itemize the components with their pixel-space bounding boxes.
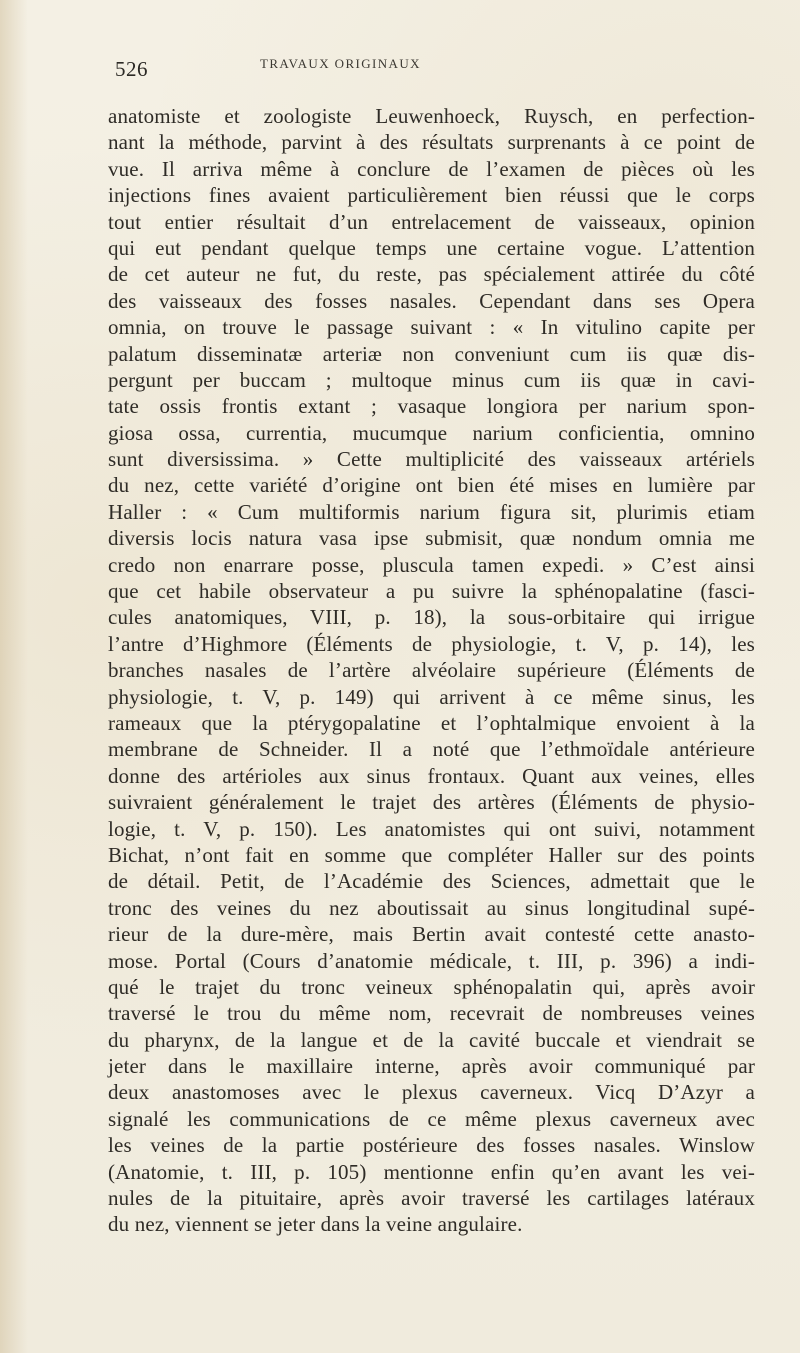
text-line: rieur de la dure-mère, mais Bertin avait contesté cette anasto- [108, 922, 755, 947]
text-line: omnia, on trouve le passage suivant : « In vitulino capite per [108, 315, 755, 340]
text-line: vue. Il arriva même à conclure de l’examen de pièces où les [108, 156, 755, 181]
text-line: membrane de Schneider. Il a noté que l’ethmoïdale antérieure [108, 737, 755, 762]
page-header [115, 55, 715, 83]
text-line: Haller : « Cum multiformis narium figura sit, plurimis etiam [108, 499, 755, 524]
text-line: giosa ossa, currentia, mucumque narium conficientia, omnino [108, 420, 755, 445]
text-line: du pharynx, de la langue et de la cavité buccale et viendrait se [108, 1027, 755, 1052]
text-line: sunt diversissima. » Cette multiplicité des vaisseaux artériels [108, 447, 755, 472]
text-line: rameaux que la ptérygopalatine et l’ophtalmique envoient à la [108, 710, 755, 735]
text-line: jeter dans le maxillaire interne, après avoir communiqué par [108, 1054, 755, 1079]
text-line: credo non enarrare posse, pluscula tamen expedi. » C’est ainsi [108, 552, 755, 577]
text-line: tate ossis frontis extant ; vasaque longiora per narium spon- [108, 394, 755, 419]
text-line: anatomiste et zoologiste Leuwenhoeck, Ruysch, en perfection- [108, 104, 755, 128]
text-line: traversé le trou du même nom, recevrait de nombreuses veines [108, 1001, 755, 1026]
text-line: du nez, viennent se jeter dans la veine angulaire. [108, 1212, 523, 1237]
text-line: nules de la pituitaire, après avoir traversé les cartilages latéraux [108, 1186, 755, 1211]
text-line: (Anatomie, t. III, p. 105) mentionne enfin qu’en avant les vei- [108, 1159, 755, 1184]
text-line: de détail. Petit, de l’Académie des Sciences, admettait que le [108, 869, 755, 894]
text-line: des vaisseaux des fosses nasales. Cependant dans ses Opera [108, 288, 755, 313]
text-line: tronc des veines du nez aboutissait au sinus longitudinal supé- [108, 895, 755, 920]
text-line: mose. Portal (Cours d’anatomie médicale, t. III, p. 396) a indi- [108, 948, 755, 973]
text-line: logie, t. V, p. 150). Les anatomistes qui ont suivi, notamment [108, 816, 755, 841]
text-line: signalé les communications de ce même plexus caverneux avec [108, 1106, 755, 1131]
text-line: palatum disseminatæ arteriæ non conveniunt cum iis quæ dis- [108, 341, 755, 366]
text-line: du nez, cette variété d’origine ont bien été mises en lumière par [108, 473, 755, 498]
running-head: TRAVAUX ORIGINAUX [260, 56, 421, 71]
text-line: diversis locis natura vasa ipse submisit, quæ nondum omnia me [108, 526, 755, 551]
text-line: deux anastomoses avec le plexus caverneux. Vicq D’Azyr a [108, 1080, 755, 1105]
text-line: nant la méthode, parvint à des résultats surprenants à ce point de [108, 130, 755, 155]
text-line: qué le trajet du tronc veineux sphénopalatin qui, après avoir [108, 974, 755, 999]
text-line: suivraient généralement le trajet des artères (Éléments de physio- [108, 790, 755, 815]
text-line: injections fines avaient particulièrement bien réussi que le corps [108, 183, 755, 208]
text-line: que cet habile observateur a pu suivre la sphénopalatine (fasci- [108, 579, 755, 604]
text-line: tout entier résultait d’un entrelacement de vaisseaux, opinion [108, 209, 755, 234]
body-text [108, 103, 755, 1238]
text-line: cules anatomiques, VIII, p. 18), la sous-orbitaire qui irrigue [108, 605, 755, 630]
text-line: branches nasales de l’artère alvéolaire supérieure (Éléments de [108, 658, 755, 683]
text-line: donne des artérioles aux sinus frontaux. Quant aux veines, elles [108, 763, 755, 788]
text-line: Bichat, n’ont fait en somme que compléter Haller sur des points [108, 842, 755, 867]
text-line: l’antre d’Highmore (Éléments de physiologie, t. V, p. 14), les [108, 631, 755, 656]
text-line: physiologie, t. V, p. 149) qui arrivent à ce même sinus, les [108, 684, 755, 709]
text-line: pergunt per buccam ; multoque minus cum iis quæ in cavi- [108, 367, 755, 392]
text-line: les veines de la partie postérieure des fosses nasales. Winslow [108, 1133, 755, 1158]
text-line: de cet auteur ne fut, du reste, pas spécialement attirée du côté [108, 262, 755, 287]
text-line: qui eut pendant quelque temps une certaine vogue. L’attention [108, 235, 755, 260]
page-number: 526 [115, 56, 148, 81]
